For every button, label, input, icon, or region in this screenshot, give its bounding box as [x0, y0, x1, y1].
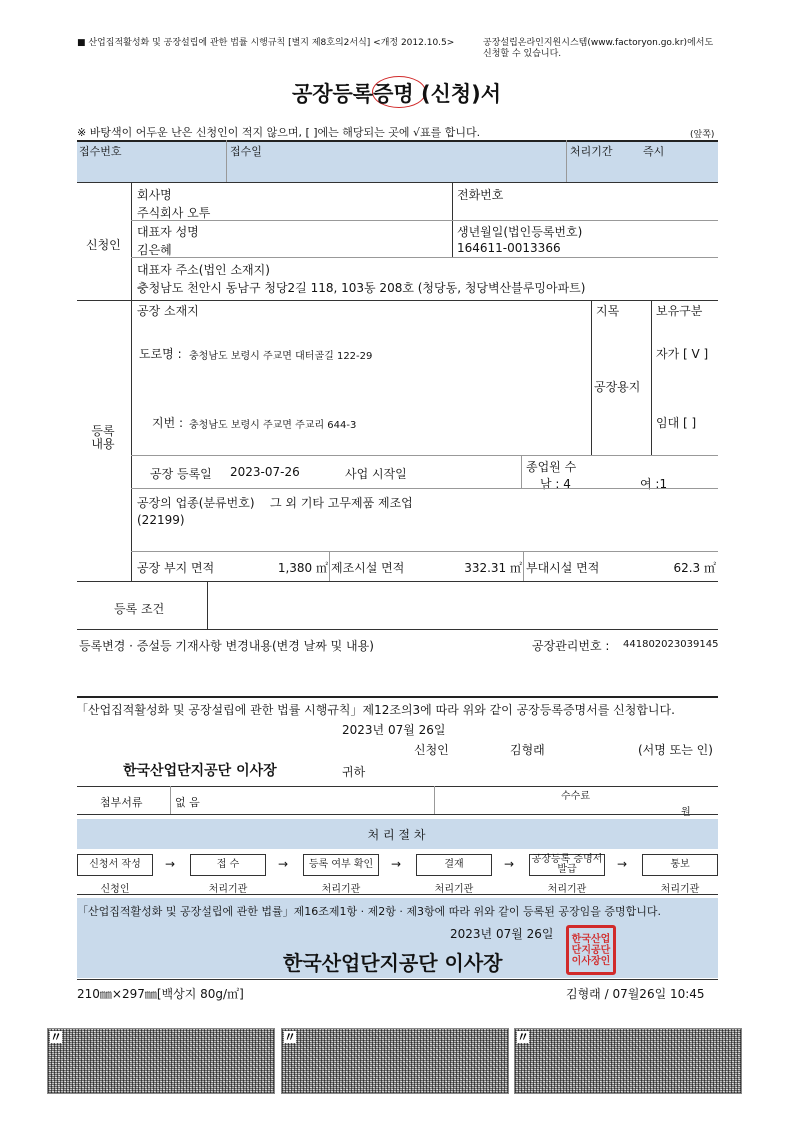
- aux-area-label: 부대시설 면적: [526, 561, 600, 575]
- certification-date: 2023년 07월 26일: [450, 927, 554, 941]
- mfg-area-label: 제조시설 면적: [331, 561, 405, 575]
- process-step-6: 통보: [642, 854, 718, 876]
- factory-no-label: 공장관리번호 :: [532, 639, 610, 653]
- lot-address-value: 충청남도 보령시 주교면 주교리 644-3: [189, 420, 357, 431]
- process-step-5: 공장등록 증명서발급: [529, 854, 605, 876]
- reg-date-label: 공장 등록일: [150, 467, 212, 481]
- address-value: 충청남도 천안시 동남구 청당2길 118, 103동 208호 (청당동, 청당벽산블루밍아파트): [137, 281, 586, 295]
- applicant-sign-label: 신청인: [414, 743, 449, 757]
- page-side: (앞쪽): [690, 130, 715, 140]
- birth-value: 164611-0013366: [457, 241, 561, 255]
- process-step-2-actor: 처리기관: [208, 884, 248, 895]
- industry-label: 공장의 업종(분류번호): [137, 496, 255, 510]
- sign-note: (서명 또는 인): [638, 743, 713, 757]
- process-step-6-actor: 처리기관: [660, 884, 700, 895]
- land-category-value: 공장용지: [594, 380, 641, 394]
- factory-location-label: 공장 소재지: [137, 304, 199, 318]
- process-step-2: 접 수: [190, 854, 266, 876]
- application-statement: 「산업집적활성화 및 공장설립에 관한 법률 시행규칙」제12조의3에 따라 위와 같이 공장등록증명서를 신청합니다.: [76, 703, 675, 717]
- paper-spec: 210㎜×297㎜[백상지 80g/㎡]: [77, 987, 244, 1001]
- process-arrow-icon: →: [391, 857, 402, 871]
- aux-area-value: 62.3 ㎡: [673, 561, 716, 575]
- reg-date-value: 2023-07-26: [230, 465, 300, 479]
- process-arrow-icon: →: [617, 857, 628, 871]
- process-title: 처 리 절 차: [367, 828, 426, 842]
- road-address-value: 충청남도 보령시 주교면 대터골길 122-29: [189, 351, 373, 362]
- mfg-area-value: 332.31 ㎡: [464, 561, 522, 575]
- process-step-3-actor: 처리기관: [321, 884, 361, 895]
- recipient: 한국산업단지공단 이사장: [123, 763, 277, 779]
- registration-section-label: 등록 내용: [91, 424, 115, 451]
- process-step-3: 등록 여부 확인: [303, 854, 379, 876]
- change-history-label: 등록변경 · 증설등 기재사항 변경내용(변경 날짜 및 내용): [79, 639, 374, 653]
- application-date: 2023년 07월 26일: [342, 723, 446, 737]
- industry-value: 그 외 기타 고무제품 제조업: [270, 496, 413, 510]
- own-checkbox[interactable]: 자가 [ V ]: [656, 347, 709, 361]
- employees-male: 남 : 4: [540, 477, 571, 491]
- certification-statement: 「산업집적활성화 및 공장설립에 관한 법률」제16조제1항 · 제2항 · 제3항에 따라 위와 같이 등록된 공장임을 증명합니다.: [77, 905, 661, 918]
- certification-issuer: 한국산업단지공단 이사장: [283, 951, 503, 975]
- legal-basis: ■ 산업집적활성화 및 공장설립에 관한 법률 시행규칙 [별지 제8호의2서식] <개정 2012.10.5>: [77, 38, 455, 48]
- online-notice: 공장설립온라인지원시스템(www.factoryon.go.kr)에서도 신청할 수 있습니다.: [483, 38, 714, 59]
- start-date-label: 사업 시작일: [345, 467, 407, 481]
- process-step-4: 결재: [416, 854, 492, 876]
- process-arrow-icon: →: [165, 857, 176, 871]
- page-title: 공장등록증명 (신청)서: [291, 82, 502, 106]
- fee-label: 수수료: [561, 791, 590, 802]
- attachments-value: 없 음: [175, 796, 200, 809]
- conditions-label: 등록 조건: [114, 602, 165, 616]
- official-seal-stamp: 한국산업 단지공단 이사장인: [566, 925, 616, 975]
- employees-label: 종업원 수: [526, 460, 577, 474]
- ownership-label: 보유구분: [656, 304, 703, 318]
- applicant-sign-name: 김형래: [510, 743, 545, 757]
- birth-label: 생년월일(법인등록번호): [457, 225, 583, 239]
- processing-period-label: 처리기간: [570, 145, 613, 158]
- process-step-1: 신청서 작성: [77, 854, 153, 876]
- address-label: 대표자 주소(법인 소재지): [137, 263, 270, 277]
- process-step-1-actor: 신청인: [100, 884, 130, 895]
- barcode-1: 〃: [47, 1028, 275, 1094]
- site-area-value: 1,380 ㎡: [277, 561, 328, 575]
- recipient-suffix: 귀하: [342, 765, 366, 779]
- processing-period-value: 즉시: [643, 145, 665, 158]
- barcode-2: 〃: [281, 1028, 509, 1094]
- land-category-label: 지목: [596, 304, 620, 318]
- factory-no-value: 441802023039145: [623, 639, 719, 650]
- lease-checkbox[interactable]: 임대 [ ]: [656, 416, 697, 430]
- fee-unit: 원: [681, 807, 691, 818]
- receipt-number-label: 접수번호: [79, 145, 122, 158]
- process-arrow-icon: →: [278, 857, 289, 871]
- phone-label: 전화번호: [457, 188, 504, 202]
- rep-name-value: 김은혜: [137, 243, 172, 257]
- process-step-4-actor: 처리기관: [434, 884, 474, 895]
- lot-address-label: 지번 :: [152, 416, 184, 430]
- rep-name-label: 대표자 성명: [137, 225, 199, 239]
- attachments-label: 첨부서류: [100, 796, 143, 809]
- receipt-date-label: 접수일: [230, 145, 262, 158]
- site-area-label: 공장 부지 면적: [137, 561, 215, 575]
- barcode-3: 〃: [514, 1028, 742, 1094]
- process-step-5-actor: 처리기관: [547, 884, 587, 895]
- industry-code: (22199): [137, 513, 185, 527]
- applicant-section-label: 신청인: [86, 238, 121, 252]
- road-address-label: 도로명 :: [139, 347, 182, 361]
- issued-by: 김형래 / 07월26일 10:45: [566, 987, 705, 1001]
- company-name-label: 회사명: [137, 188, 172, 202]
- receipt-row: [77, 140, 718, 182]
- notice-text: ※ 바탕색이 어두운 난은 신청인이 적지 않으며, [ ]에는 해당되는 곳에 √표를 합니다.: [77, 126, 481, 139]
- process-arrow-icon: →: [504, 857, 515, 871]
- company-name-value: 주식회사 오투: [137, 206, 211, 220]
- employees-female: 여 :1: [640, 477, 668, 491]
